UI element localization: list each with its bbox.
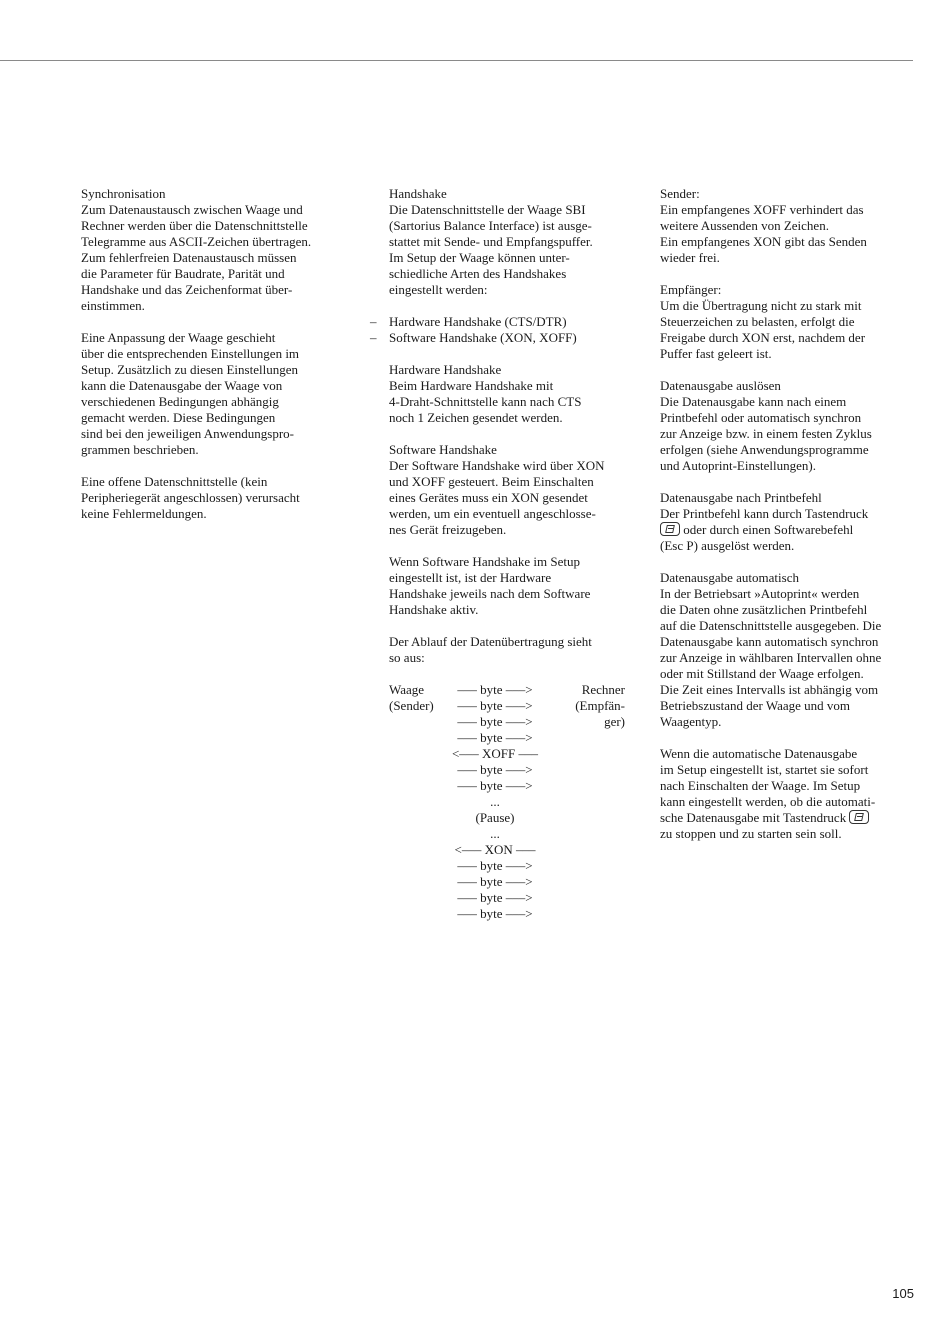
text-line: zu stoppen und zu starten sein soll. [660,826,842,841]
text-line: auf die Datenschnittstelle ausgegeben. Die [660,618,882,633]
text-line: kann die Datenausgabe der Waage von [81,378,283,393]
text-line: Handshake und das Zeichenformat über- [81,282,293,297]
text-line: kann eingestellt werden, ob die automati- [660,794,876,809]
heading-synchronisation: Synchronisation [81,186,166,201]
text-line: (Esc P) ausgelöst werden. [660,538,795,553]
sender-section [660,186,914,266]
flow-sender-label: Waage [389,682,425,697]
flow-step: <––– XOFF ––– [451,746,539,761]
page-number: 105 [892,1286,914,1301]
text-line: oder mit Stillstand der Waage erfolgen. [660,666,864,681]
text-line: zur Anzeige bzw. in einem festen Zyklus [660,426,872,441]
flow-step: ––– byte –––> [457,906,533,921]
text-line: und Autoprint-Einstellungen). [660,458,816,473]
text-line: Betriebszustand der Waage und vom [660,698,851,713]
datenausgabe-ausloesen-section [660,378,914,474]
flow-step: (Pause) [475,810,515,825]
heading-hardware-handshake: Hardware Handshake [389,362,502,377]
handshake-section [389,186,625,298]
heading-software-handshake: Software Handshake [389,442,497,457]
anpassung-paragraph [81,330,341,458]
heading-sender: Sender: [660,186,700,201]
handshake-list [370,314,625,346]
flow-receiver-label: Rechner [581,682,625,697]
print-key-icon [849,810,869,824]
text-line: die Daten ohne zusätzlichen Printbefehl [660,602,868,617]
text-line: Der Software Handshake wird über XON [389,458,605,473]
flow-receiver-sublabel: (Empfän- [575,698,625,713]
text-line: einstimmen. [81,298,145,313]
autostart-paragraph [660,746,914,842]
text-line: Freigabe durch XON erst, nachdem der [660,330,866,345]
text-line: gemacht werden. Diese Bedingungen [81,410,276,425]
text-line: nes Gerät freizugeben. [389,522,507,537]
text-line: Eine Anpassung der Waage geschieht [81,330,276,345]
text-line: verschiedenen Bedingungen abhängig [81,394,279,409]
column-right [660,186,914,842]
text-line: erfolgen (siehe Anwendungsprogramme [660,442,869,457]
text-line: Zum fehlerfreien Datenaustausch müssen [81,250,297,265]
text-line: Ein empfangenes XON gibt das Senden [660,234,867,249]
list-item-text: Software Handshake (XON, XOFF) [389,330,577,345]
text-line: eines Gerätes muss ein XON gesendet [389,490,588,505]
heading-datenausgabe-ausloesen: Datenausgabe auslösen [660,378,781,393]
printbefehl-section [660,490,914,554]
transfer-flow-diagram [389,682,625,922]
text-line: grammen beschrieben. [81,442,199,457]
header-rule [0,60,913,61]
text-line: Rechner werden über die Datenschnittstelle [81,218,308,233]
text-line: zur Anzeige in wählbaren Intervallen ohne [660,650,882,665]
empfaenger-section [660,282,914,362]
text-line: über die entsprechenden Einstellungen im [81,346,300,361]
text-line: schiedliche Arten des Handshakes [389,266,567,281]
software-handshake-section [389,442,625,538]
text-line: Im Setup der Waage können unter- [389,250,570,265]
flow-step: ... [490,794,500,809]
print-key-icon [660,522,680,536]
text-line: Wenn Software Handshake im Setup [389,554,581,569]
text-line: Der Ablauf der Datenübertragung sieht [389,634,592,649]
list-item-text: Hardware Handshake (CTS/DTR) [389,314,567,329]
text-line: sind bei den jeweiligen Anwendungspro- [81,426,295,441]
flow-receiver-sublabel: ger) [604,714,625,729]
text-line: keine Fehlermeldungen. [81,506,207,521]
flow-step: ... [490,826,500,841]
text-line: Handshake jeweils nach dem Software [389,586,591,601]
synchronisation-section [81,186,341,314]
text-line: Datenausgabe kann automatisch synchron [660,634,879,649]
hardware-handshake-section [389,362,625,426]
text-line-with-icon [660,810,914,826]
heading-empfaenger: Empfänger: [660,282,722,297]
text-line: Puffer fast geleert ist. [660,346,772,361]
text-line-with-icon [660,522,914,538]
text-line: Telegramme aus ASCII-Zeichen übertragen. [81,234,312,249]
flow-step: ––– byte –––> [457,874,533,889]
setup-paragraph [389,554,625,618]
text-line: Waagentyp. [660,714,722,729]
heading-datenausgabe-automatisch: Datenausgabe automatisch [660,570,799,585]
flow-sender-sublabel: (Sender) [389,698,434,713]
list-item [370,314,625,330]
text-line: Die Datenschnittstelle der Waage SBI [389,202,586,217]
text-line: Eine offene Datenschnittstelle (kein [81,474,268,489]
text-line: Ein empfangenes XOFF verhindert das [660,202,864,217]
text-line: Printbefehl oder automatisch synchron [660,410,862,425]
text-line: Steuerzeichen zu belasten, erfolgt die [660,314,855,329]
text-line: Setup. Zusätzlich zu diesen Einstellungen [81,362,298,377]
text-line: werden, um ein eventuell angeschlosse- [389,506,596,521]
text-line: so aus: [389,650,425,665]
text-line: In der Betriebsart »Autoprint« werden [660,586,860,601]
datenausgabe-automatisch-section [660,570,914,730]
heading-printbefehl: Datenausgabe nach Printbefehl [660,490,822,505]
flow-step: ––– byte –––> [457,698,533,713]
bullet-dash: – [370,314,377,329]
text-line: noch 1 Zeichen gesendet werden. [389,410,563,425]
flow-step: ––– byte –––> [457,778,533,793]
text-line: weitere Aussenden von Zeichen. [660,218,829,233]
text-fragment: oder durch einen Softwarebefehl [680,522,854,537]
text-line: die Parameter für Baudrate, Parität und [81,266,285,281]
text-line: (Sartorius Balance Interface) ist ausge- [389,218,592,233]
text-line: 4-Draht-Schnittstelle kann nach CTS [389,394,582,409]
column-middle [370,186,625,922]
text-line: Die Zeit eines Intervalls ist abhängig vom [660,682,879,697]
text-line: und XOFF gesteuert. Beim Einschalten [389,474,594,489]
text-line: im Setup eingestellt ist, startet sie sofort [660,762,869,777]
text-line: eingestellt werden: [389,282,488,297]
offene-schnittstelle-paragraph [81,474,341,522]
column-left [81,186,341,522]
text-line: Um die Übertragung nicht zu stark mit [660,298,862,313]
flow-step: ––– byte –––> [457,730,533,745]
flow-step: <––– XON ––– [454,842,536,857]
text-line: Der Printbefehl kann durch Tastendruck [660,506,869,521]
flow-step: ––– byte –––> [457,682,533,697]
flow-step: ––– byte –––> [457,858,533,873]
text-line: Wenn die automatische Datenausgabe [660,746,858,761]
flow-step: ––– byte –––> [457,714,533,729]
text-line: Zum Datenaustausch zwischen Waage und [81,202,303,217]
text-line: stattet mit Sende- und Empfangspuffer. [389,234,593,249]
ablauf-paragraph [389,634,625,666]
text-line: Beim Hardware Handshake mit [389,378,554,393]
text-line: Die Datenausgabe kann nach einem [660,394,847,409]
bullet-dash: – [370,330,377,345]
flow-step: ––– byte –––> [457,762,533,777]
heading-handshake: Handshake [389,186,447,201]
text-line: nach Einschalten der Waage. Im Setup [660,778,861,793]
text-fragment: sche Datenausgabe mit Tastendruck [660,810,850,825]
flow-step: ––– byte –––> [457,890,533,905]
text-line: Handshake aktiv. [389,602,479,617]
text-line: wieder frei. [660,250,720,265]
list-item [370,330,625,346]
text-line: eingestellt ist, ist der Hardware [389,570,552,585]
text-line: Peripheriegerät angeschlossen) verursacht [81,490,300,505]
